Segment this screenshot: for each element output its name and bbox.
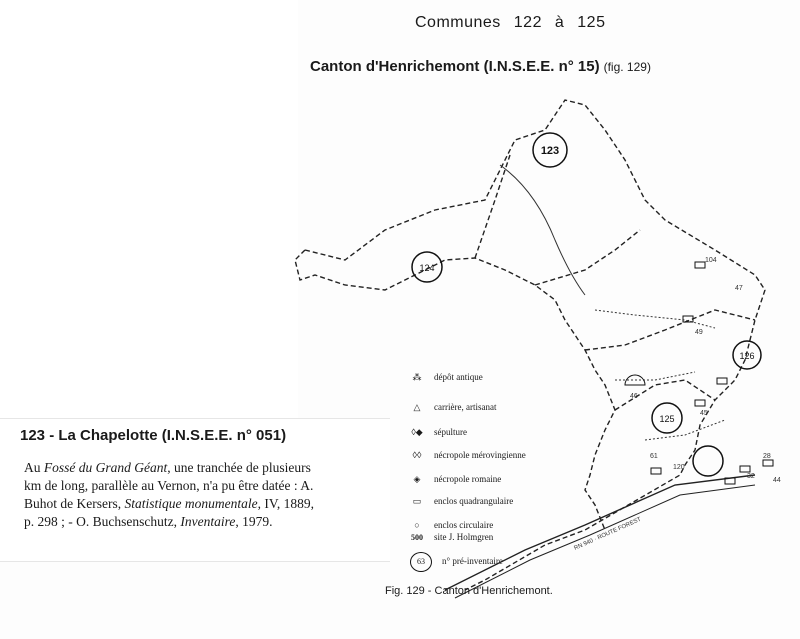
site-rect-1 bbox=[695, 262, 705, 268]
site-label-8: 32 bbox=[747, 473, 755, 480]
depot-icon: ⁂ bbox=[412, 372, 422, 382]
site-rect-6 bbox=[740, 466, 750, 472]
canton-title bbox=[310, 58, 651, 75]
blank-area bbox=[0, 0, 298, 420]
quarry-icon: △ bbox=[413, 402, 421, 412]
legend-row-merovingian bbox=[410, 450, 526, 460]
legend-label-holmgren: site J. Holmgren bbox=[434, 532, 494, 542]
entry-title: 123 - La Chapelotte (I.N.S.E.E. n° 051) bbox=[20, 427, 287, 444]
site-rect-5 bbox=[651, 468, 661, 474]
site-label-5: 45 bbox=[700, 410, 708, 417]
legend-label-preinventory: n° pré-inventaire bbox=[442, 556, 503, 566]
legend-label-quarry: carrière, artisanat bbox=[434, 402, 497, 412]
legend-label-rect-enclosure: enclos quadrangulaire bbox=[434, 496, 514, 506]
entry-line-2: km de long, parallèle au Vernon, n'a pu être datée : A. bbox=[24, 478, 314, 493]
legend-row-roman bbox=[410, 474, 501, 485]
commune-label-124: 124 bbox=[419, 263, 435, 273]
site-label-10: 44 bbox=[773, 477, 781, 484]
communes-to: 125 bbox=[577, 14, 606, 31]
site-label-9: 28 bbox=[763, 453, 771, 460]
site-label-1: 104 bbox=[705, 257, 717, 264]
river-line bbox=[500, 165, 585, 295]
site-rect-7 bbox=[763, 460, 773, 466]
rect-enclosure-icon: ▭ bbox=[412, 496, 422, 506]
site-rect-4 bbox=[695, 400, 705, 406]
holmgren-icon: 500 bbox=[411, 533, 423, 542]
site-label-6: 120 bbox=[673, 464, 685, 471]
merovingian-icon: ◊◊ bbox=[412, 450, 422, 460]
roman-icon: ◈ bbox=[413, 474, 421, 484]
entry-text: , 1979. bbox=[235, 514, 273, 529]
figure-caption: Fig. 129 - Canton d'Henrichemont. bbox=[385, 585, 553, 597]
entry-italic: Inventaire bbox=[180, 514, 236, 529]
road-label: RN 940 · ROUTE FOREST bbox=[573, 516, 643, 552]
entry-text: , une tranchée de plusieurs bbox=[167, 460, 311, 475]
communes-from: 122 bbox=[513, 14, 542, 31]
legend-label-roman: nécropole romaine bbox=[434, 474, 502, 484]
commune-label-126: 126 bbox=[739, 351, 755, 361]
entry-italic: Fossé du Grand Géant bbox=[43, 460, 168, 475]
site-label-7: 61 bbox=[650, 453, 658, 460]
preinventory-icon: 63 bbox=[410, 552, 432, 572]
page-header bbox=[415, 14, 613, 32]
site-rect-3 bbox=[717, 378, 727, 384]
commune-boundary-124-125 bbox=[535, 230, 640, 285]
entry-text: , IV, 1889, bbox=[257, 496, 314, 511]
legend-row-circle-enclosure bbox=[410, 520, 493, 530]
communes-sep: à bbox=[554, 14, 565, 31]
commune-boundary-internal bbox=[585, 310, 755, 350]
commune-boundary-123-124 bbox=[475, 155, 510, 258]
commune-entry bbox=[0, 418, 390, 562]
legend-row-depot bbox=[410, 372, 483, 383]
entry-line-4 bbox=[24, 513, 376, 531]
stream-1 bbox=[595, 310, 715, 328]
circle-enclosure-icon: ○ bbox=[414, 520, 420, 530]
legend-label-depot: dépôt antique bbox=[434, 372, 483, 382]
commune-label-125: 125 bbox=[659, 414, 675, 424]
legend-row-quarry bbox=[410, 402, 496, 413]
communes-label: Communes bbox=[415, 14, 501, 31]
site-label-4: 46 bbox=[630, 393, 638, 400]
site-label-2: 47 bbox=[735, 285, 743, 292]
entry-text: p. 298 ; - O. Buchsenschutz, bbox=[24, 514, 181, 529]
legend-row-burial bbox=[410, 427, 467, 438]
entry-italic: Statistique monumentale bbox=[124, 496, 258, 511]
entry-line-3 bbox=[24, 495, 376, 513]
entry-line-1 bbox=[24, 459, 376, 477]
canton-title-text: Canton d'Henrichemont (I.N.S.E.E. n° 15) bbox=[310, 58, 600, 75]
entry-text: Buhot de Kersers, bbox=[24, 496, 125, 511]
legend-label-circle-enclosure: enclos circulaire bbox=[434, 520, 494, 530]
site-label-3: 49 bbox=[695, 329, 703, 336]
entry-body bbox=[24, 459, 376, 531]
legend-label-burial: sépulture bbox=[434, 427, 467, 437]
burial-icon: ◊◆ bbox=[411, 427, 423, 437]
legend-row-preinventory bbox=[410, 552, 503, 572]
legend-row-holmgren bbox=[410, 532, 493, 542]
commune-circle-126b bbox=[693, 446, 723, 476]
legend-row-rect-enclosure bbox=[410, 496, 513, 507]
canton-fig-ref: (fig. 129) bbox=[603, 60, 651, 74]
entry-text: Au bbox=[24, 460, 44, 475]
legend-label-merovingian: nécropole mérovingienne bbox=[434, 450, 526, 460]
commune-label-123: 123 bbox=[540, 145, 560, 157]
